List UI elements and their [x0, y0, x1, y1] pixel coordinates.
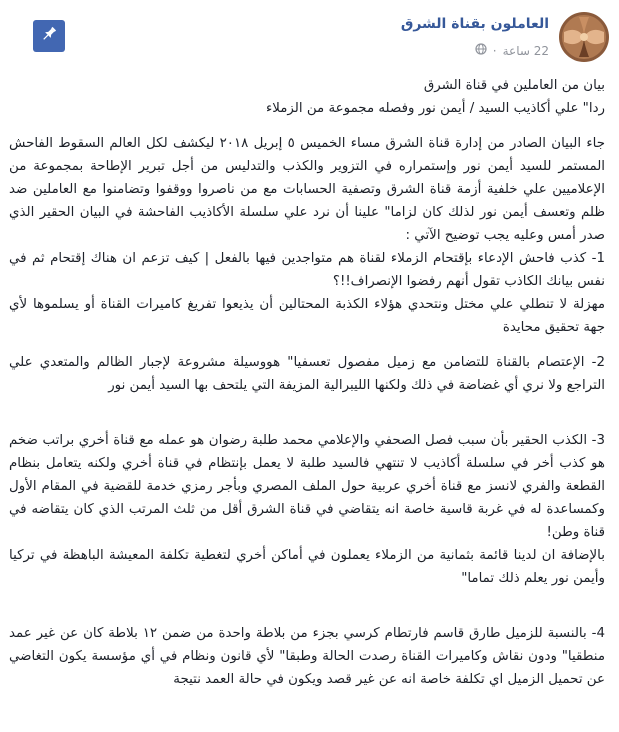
post-header [0, 10, 619, 66]
post-title-line-2: ردا" علي أكاذيب السيد / أيمن نور وفصله مجموعة من الزملاء [265, 101, 605, 116]
post-time[interactable]: 22 ساعة [502, 43, 549, 58]
point-3-paragraph: 3- الكذب الحقير بأن سبب فصل الصحفي والإعلامي محمد طلبة رضوان هو عمله مع قناة أخري براتب ضخم هو كذب أخر في سلسلة أكاذيب لا تنتهي فالسيد طلبة لا يعمل بإنتظام في قناة أخري ولكنه يتعامل بنظام القطعة والفري لانسز مع قناة أخري عربية حول الملف المصري وبأجر رمزي خدمة للقضية في المقام الأول وكمساعدة له في غربة قاسية خاصة انه يتقاضي في قناة الشرق أقل من ثلث المرتب الذي كان يتقاضه في قناة وطن! [9, 433, 605, 540]
point-1-paragraph: 1- كذب فاحش الإدعاء بإقتحام الزملاء لقناة هم متواجدين فيها بالفعل | كيف تزعم ان هناك إقتحام ثم في نفس بيانك الكاذب تقول أنهم رفضوا الإنصراف!!؟ [9, 251, 605, 289]
point-4-paragraph: 4- بالنسبة للزميل طارق قاسم فارتطام كرسي بجزء من بلاطة واحدة من ضمن ١٢ بلاطة كان عن غير عمد منطقيا" ودون نقاش وكاميرات القناة رصدت الحالة وطبقا" لأي قانون ونظام في أي مؤسسة يكون التغاضي عن تحميل الزميل اي تكلفة خاصة انه عن غير قصد ويكون في حالة العمد نتيجة [9, 626, 605, 687]
point-1-continuation: مهزلة لا تنطلي علي مختل ونتحدي هؤلاء الكذبة المحتالين أن يذيعوا تفريغ كاميرات القناة أو يسلموها لأي جهة تحقيق محايدة [9, 297, 605, 335]
pin-button[interactable] [33, 20, 65, 52]
point-2-paragraph: 2- الإعتصام بالقناة للتضامن مع زميل مفصول تعسفيا" هووسيلة مشروعة لإجبار الظالم والمتعدي علي التراجع ولا نري أي غضاضة في ذلك ولكنها الليبرالية المزيفة التي يلتحف بها السيد أيمن نور [9, 355, 605, 393]
pin-icon [40, 25, 58, 47]
point-3-continuation: بالإضافة ان لدينا قائمة بثمانية من الزملاء يعملون في أماكن أخري لتغطية تكلفة المعيشة الباهظة في تركيا وأيمن نور يعلم ذلك تماما" [9, 548, 605, 586]
post-title-line-1: بيان من العاملين في قناة الشرق [423, 78, 605, 93]
globe-icon[interactable] [475, 43, 487, 58]
post-body [9, 74, 605, 691]
page-name-link[interactable]: العاملون بقناة الشرق [400, 16, 549, 32]
post-meta [475, 43, 549, 58]
page-avatar[interactable] [559, 12, 609, 62]
separator-dot: · [492, 43, 497, 58]
post-intro-paragraph: جاء البيان الصادر من إدارة قناة الشرق مساء الخميس ٥ إبريل ٢٠١٨ ليكشف لكل العالم السقوط الفاحش المستمر للسيد أيمن نور وإستمراره في التزوير والكذب والتدليس من أجل تبرير الإطاحة بمجموعة من الإعلاميين علي خلفية أزمة قناة الشرق وتصفية الحسابات مع من ناصروا ووقفوا وتضامنوا مع العاملين ضد ظلم وتعسف أيمن نور لذلك كان لزاما" علينا أن نرد علي سلسلة الأكاذيب الفاحشة في البيان الحقير الذي صدر أمس وعليه يجب توضيح الآتي : [9, 136, 605, 243]
